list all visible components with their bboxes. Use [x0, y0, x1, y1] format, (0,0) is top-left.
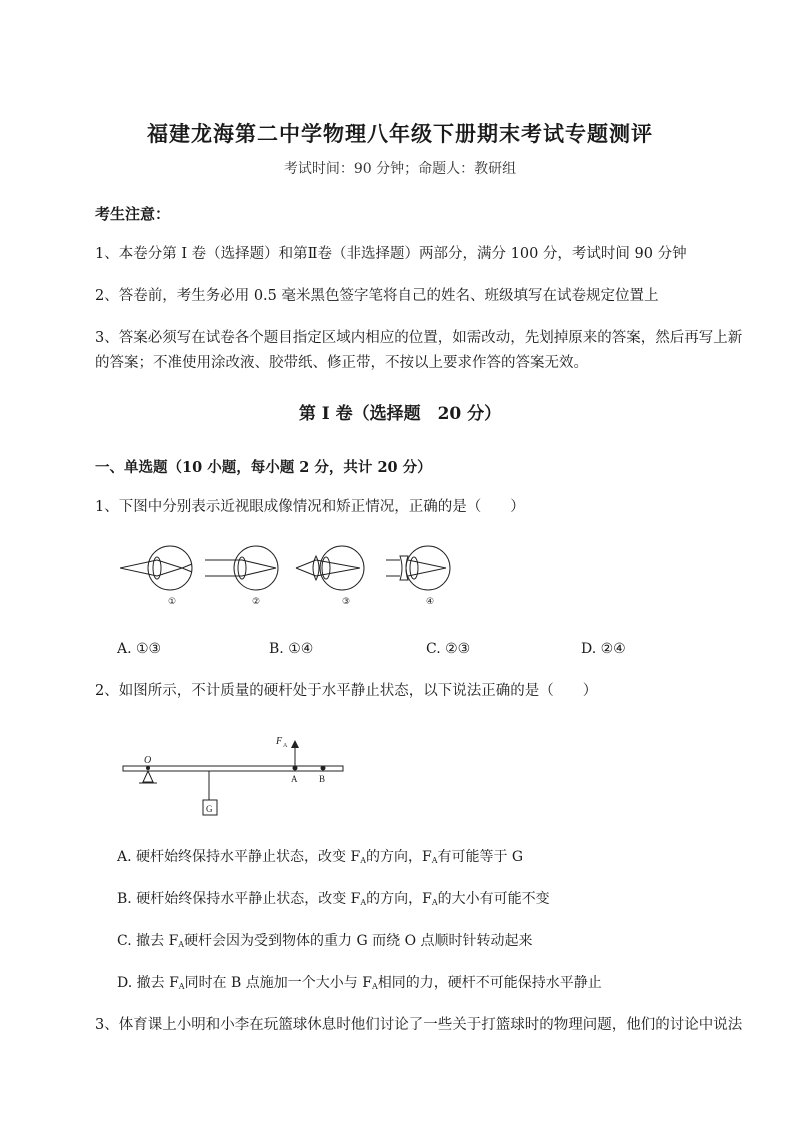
q2-d-text-3: 相同的力，硬杆不可能保持水平静止	[377, 975, 602, 991]
eye-diagram-4	[386, 546, 450, 590]
point-b-label: B	[319, 774, 326, 784]
q2-d-text-1: D. 撤去 F	[117, 975, 179, 991]
q2-b-text-3: 的大小有可能不变	[437, 891, 550, 907]
eye-diagram-1	[120, 546, 192, 590]
q1-option-a[interactable]: A. ①③	[117, 641, 162, 657]
q2-a-text-3: 有可能等于 G	[437, 849, 524, 865]
point-a-label: A	[291, 774, 298, 784]
q2-option-c[interactable]	[117, 930, 533, 950]
q2-c-sub-1: A	[178, 940, 185, 949]
notice-heading: 考生注意：	[95, 205, 171, 223]
eye-diagram-3	[296, 546, 364, 590]
q2-a-text-1: A. 硬杆始终保持水平静止状态，改变 F	[117, 849, 361, 865]
q2-b-text-2: 的方向，F	[366, 891, 432, 907]
q2-b-text-1: B. 硬杆始终保持水平静止状态，改变 F	[117, 891, 361, 907]
q2-d-text-2: 同时在 B 点施加一个大小与 F	[184, 975, 372, 991]
q1-option-c[interactable]: C. ②③	[426, 641, 471, 657]
q1-eye-diagrams	[110, 540, 460, 610]
section-title: 第 I 卷（选择题 20 分）	[298, 404, 502, 424]
q2-stem: 2、如图所示，不计质量的硬杆处于水平静止状态，以下说法正确的是（ ）	[95, 683, 598, 699]
q2-c-text-2: 硬杆会因为受到物体的重力 G 而绕 O 点顺时针转动起来	[184, 933, 533, 949]
q3-stem: 3、体育课上小明和小李在玩篮球休息时他们讨论了一些关于打篮球时的物理问题，他们的讨论中说法	[95, 1017, 743, 1033]
q2-d-sub-2: A	[371, 982, 378, 991]
page-subtitle: 考试时间：90 分钟；命题人：教研组	[283, 161, 517, 177]
q2-a-text-2: 的方向，F	[365, 849, 432, 865]
point-b-dot	[321, 766, 326, 771]
q2-option-a[interactable]	[117, 846, 523, 866]
q2-a-sub-2: A	[431, 856, 438, 865]
point-a-dot	[293, 766, 298, 771]
notice-item-1: 1、本卷分第 I 卷（选择题）和第Ⅱ卷（非选择题）两部分，满分 100 分，考试时间 90 分钟	[95, 246, 687, 262]
q2-option-b[interactable]	[117, 888, 550, 908]
q1-option-b[interactable]: B. ①④	[269, 641, 314, 657]
q1-option-d[interactable]: D. ②④	[581, 641, 626, 657]
lever-bar	[123, 766, 343, 771]
q2-a-sub-1: A	[360, 856, 366, 865]
q2-lever-diagram	[118, 728, 358, 820]
pivot-dot	[146, 766, 150, 770]
force-label: F	[276, 736, 283, 747]
q2-b-sub-1: A	[360, 898, 367, 907]
q1-stem: 1、下图中分别表示近视眼成像情况和矫正情况，正确的是（ ）	[95, 499, 525, 515]
force-arrow-head	[291, 740, 299, 748]
q2-d-sub-1: A	[178, 982, 185, 991]
notice-item-2: 2、答卷前，考生务必用 0.5 毫米黑色签字笔将自己的姓名、班级填写在试卷规定位置上	[95, 288, 659, 304]
weight-label: G	[206, 804, 213, 814]
notice-item-3: 3、答案必须写在试卷各个题目指定区域内相应的位置，如需改动，先划掉原来的答案，然后再写上新	[95, 330, 743, 346]
notice-item-3-cont: 的答案；不准使用涂改液、胶带纸、修正带，不按以上要求作答的答案无效。	[95, 355, 588, 371]
eye-label-3: ③	[341, 597, 351, 607]
page-title: 福建龙海第二中学物理八年级下册期末考试专题测评	[147, 121, 653, 146]
q2-option-d[interactable]	[117, 972, 602, 992]
eye-label-2: ②	[251, 597, 261, 607]
pivot-triangle	[143, 771, 153, 782]
eye-label-1: ①	[167, 597, 177, 607]
eye-diagram-2	[205, 546, 278, 590]
pivot-label: O	[144, 755, 152, 766]
q2-c-text-1: C. 撤去 F	[117, 933, 179, 949]
q2-b-sub-2: A	[431, 898, 438, 907]
part-heading: 一、单选题（10 小题，每小题 2 分，共计 20 分）	[95, 459, 432, 476]
eye-label-4: ④	[425, 597, 435, 607]
force-label-sub: A	[283, 743, 288, 749]
